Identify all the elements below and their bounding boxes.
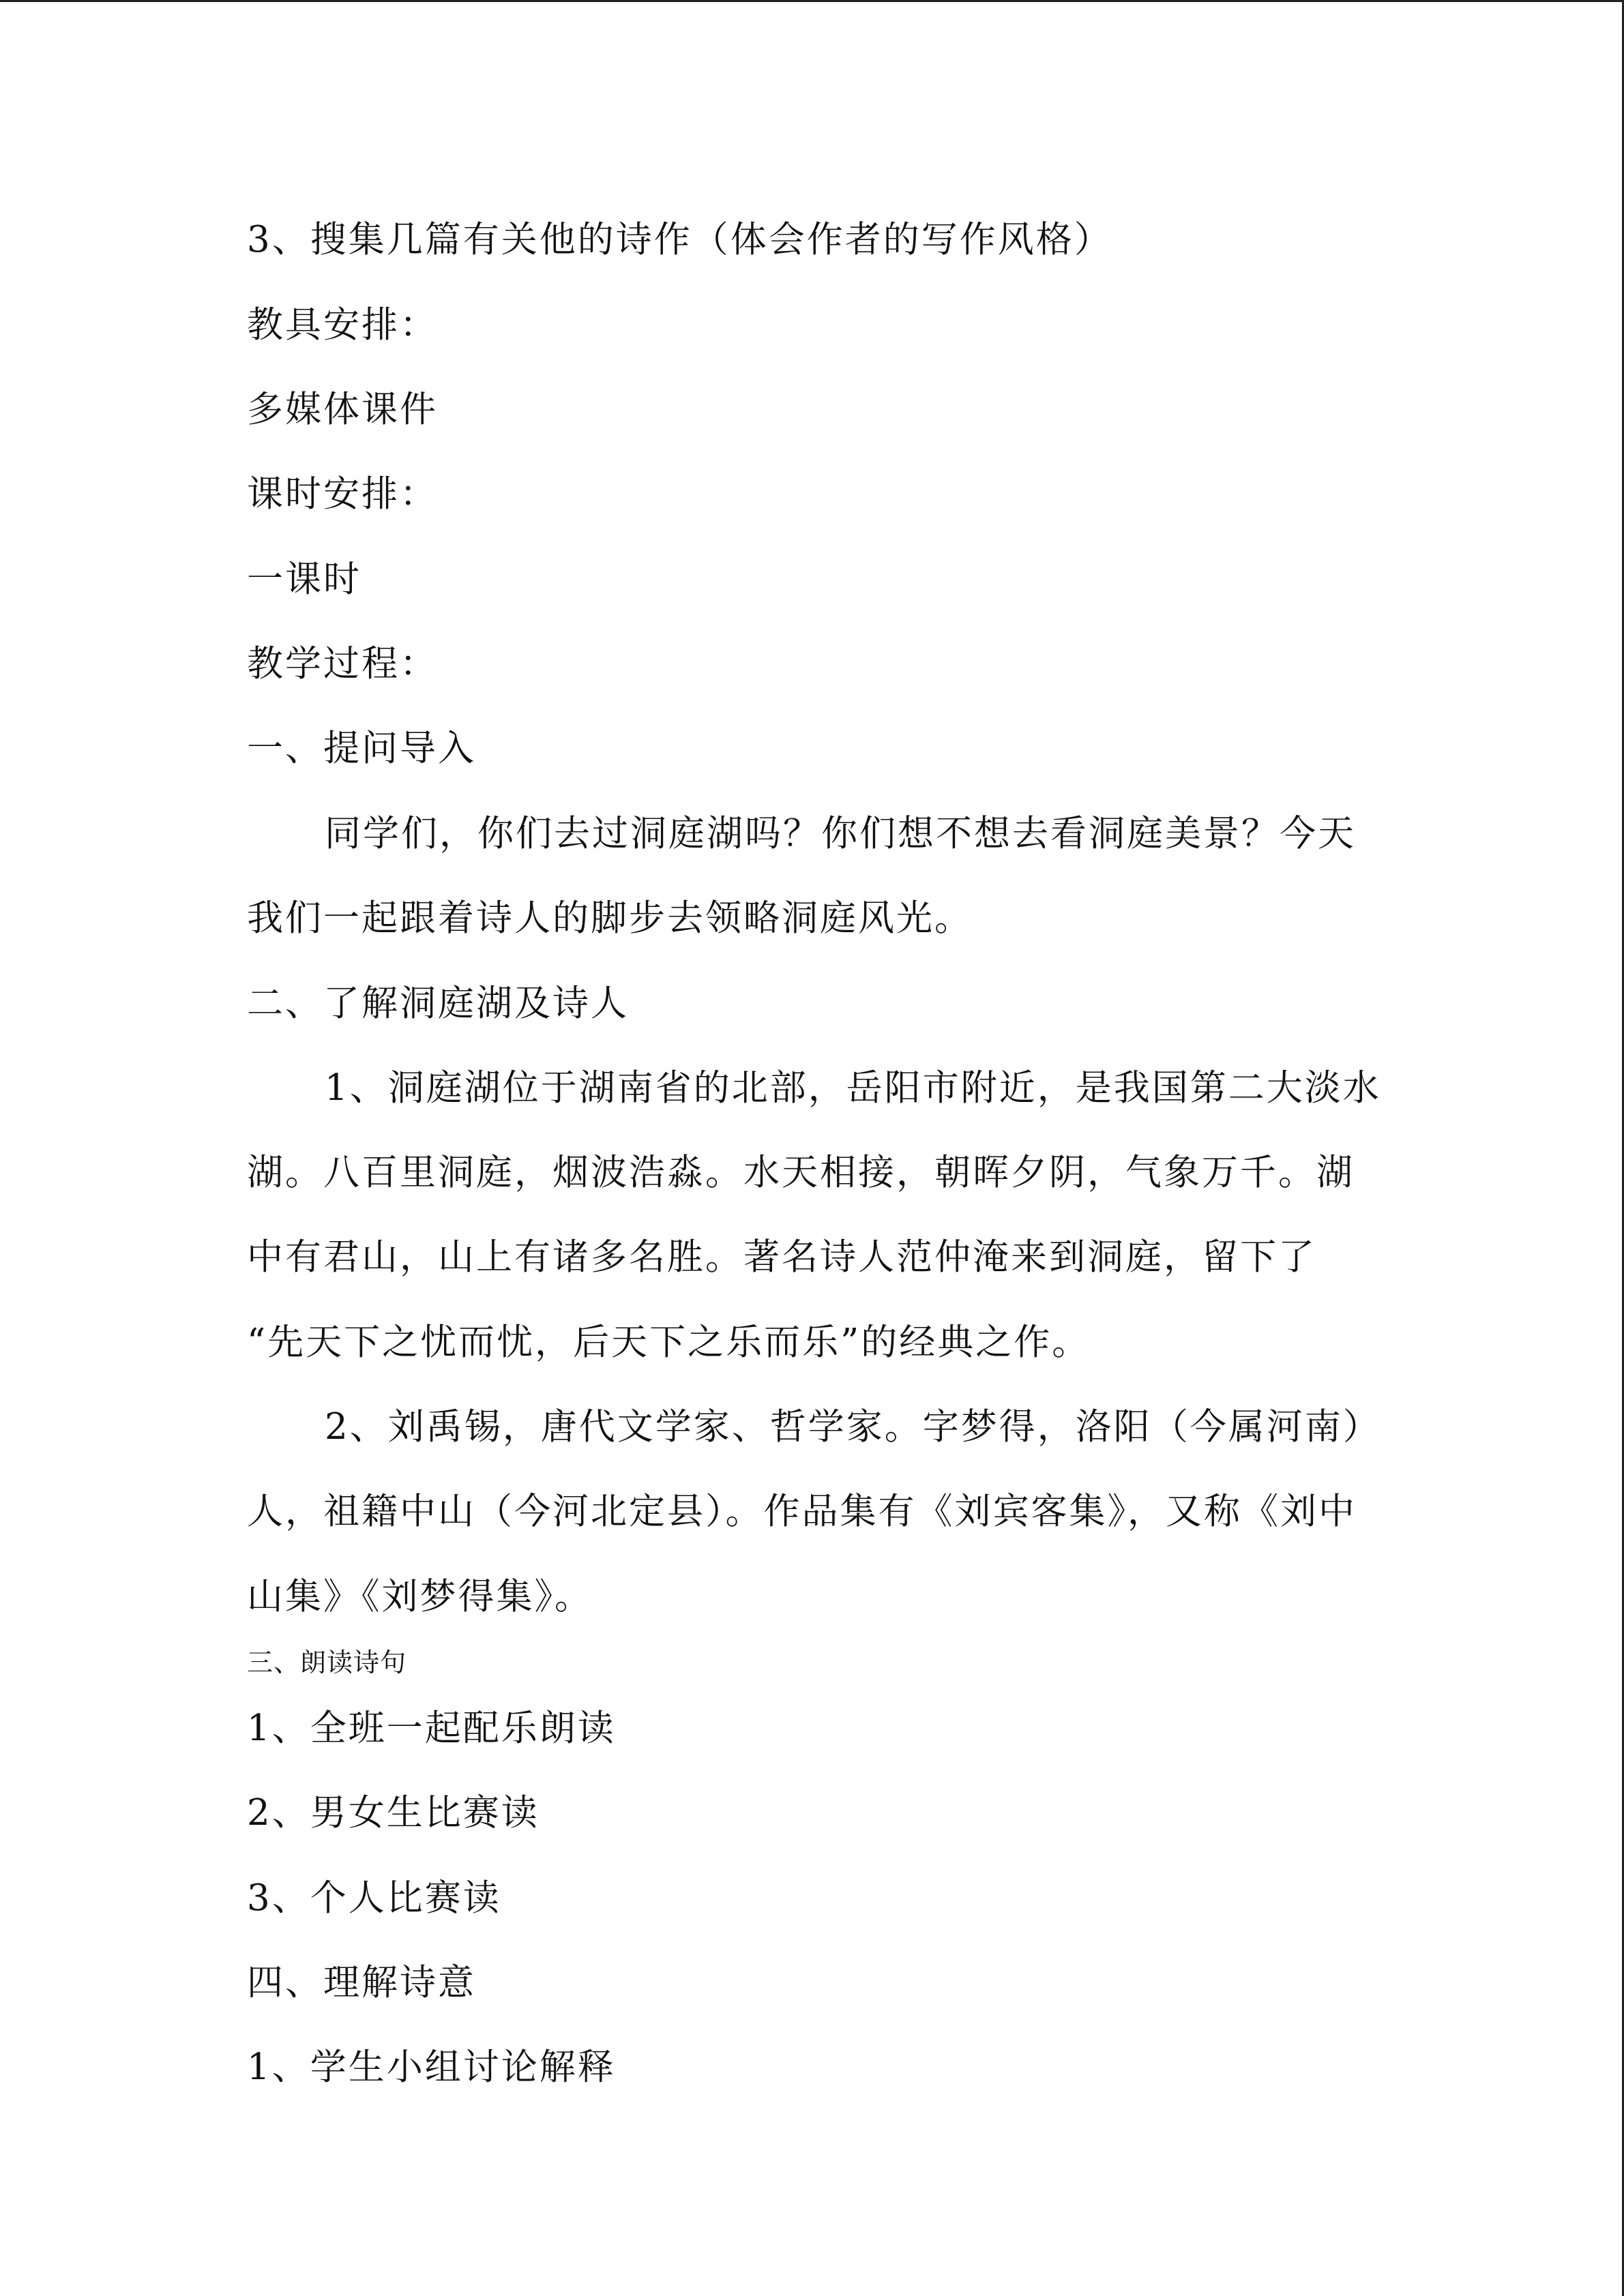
section-heading: 三、朗读诗句 — [247, 1648, 407, 1678]
text-line: 1、洞庭湖位于湖南省的北部，岳阳市附近，是我国第二大淡水 — [325, 1067, 1381, 1109]
text-line: 3、搜集几篇有关他的诗作（体会作者的写作风格） — [247, 219, 1112, 260]
text-line: 3、个人比赛读 — [247, 1877, 501, 1919]
text-line: 山集》《刘梦得集》。 — [247, 1576, 593, 1617]
section-heading: 一、提问导入 — [247, 728, 476, 769]
text-line: 2、刘禹锡，唐代文学家、哲学家。字梦得，洛阳（今属河南） — [325, 1406, 1381, 1448]
text-line: 1、学生小组讨论解释 — [247, 2046, 616, 2088]
text-line: 湖。八百里洞庭，烟波浩淼。水天相接，朝晖夕阴，气象万千。湖 — [247, 1152, 1355, 1193]
text-line: 人，祖籍中山（今河北定县）。作品集有《刘宾客集》，又称《刘中 — [247, 1491, 1357, 1532]
text-line: 1、全班一起配乐朗读 — [247, 1708, 616, 1749]
text-line: 同学们，你们去过洞庭湖吗？你们想不想去看洞庭美景？今天 — [325, 813, 1356, 854]
text-line: 中有君山，山上有诸多名胜。著名诗人范仲淹来到洞庭，留下了 — [247, 1236, 1316, 1278]
text-line: 教学过程： — [247, 643, 438, 685]
section-heading: 二、了解洞庭湖及诗人 — [247, 983, 629, 1024]
text-line: 教具安排： — [247, 304, 438, 346]
text-line: 课时安排： — [247, 473, 438, 515]
page-border-top — [0, 0, 1624, 2]
section-heading: 四、理解诗意 — [247, 1962, 476, 2003]
text-line: 多媒体课件 — [247, 389, 438, 430]
text-line: 2、男女生比赛读 — [247, 1792, 540, 1834]
text-line: 一课时 — [247, 558, 361, 600]
text-line: “先天下之忧而忧，后天下之乐而乐”的经典之作。 — [247, 1322, 1091, 1363]
text-line: 我们一起跟着诗人的脚步去领略洞庭风光。 — [247, 897, 973, 939]
